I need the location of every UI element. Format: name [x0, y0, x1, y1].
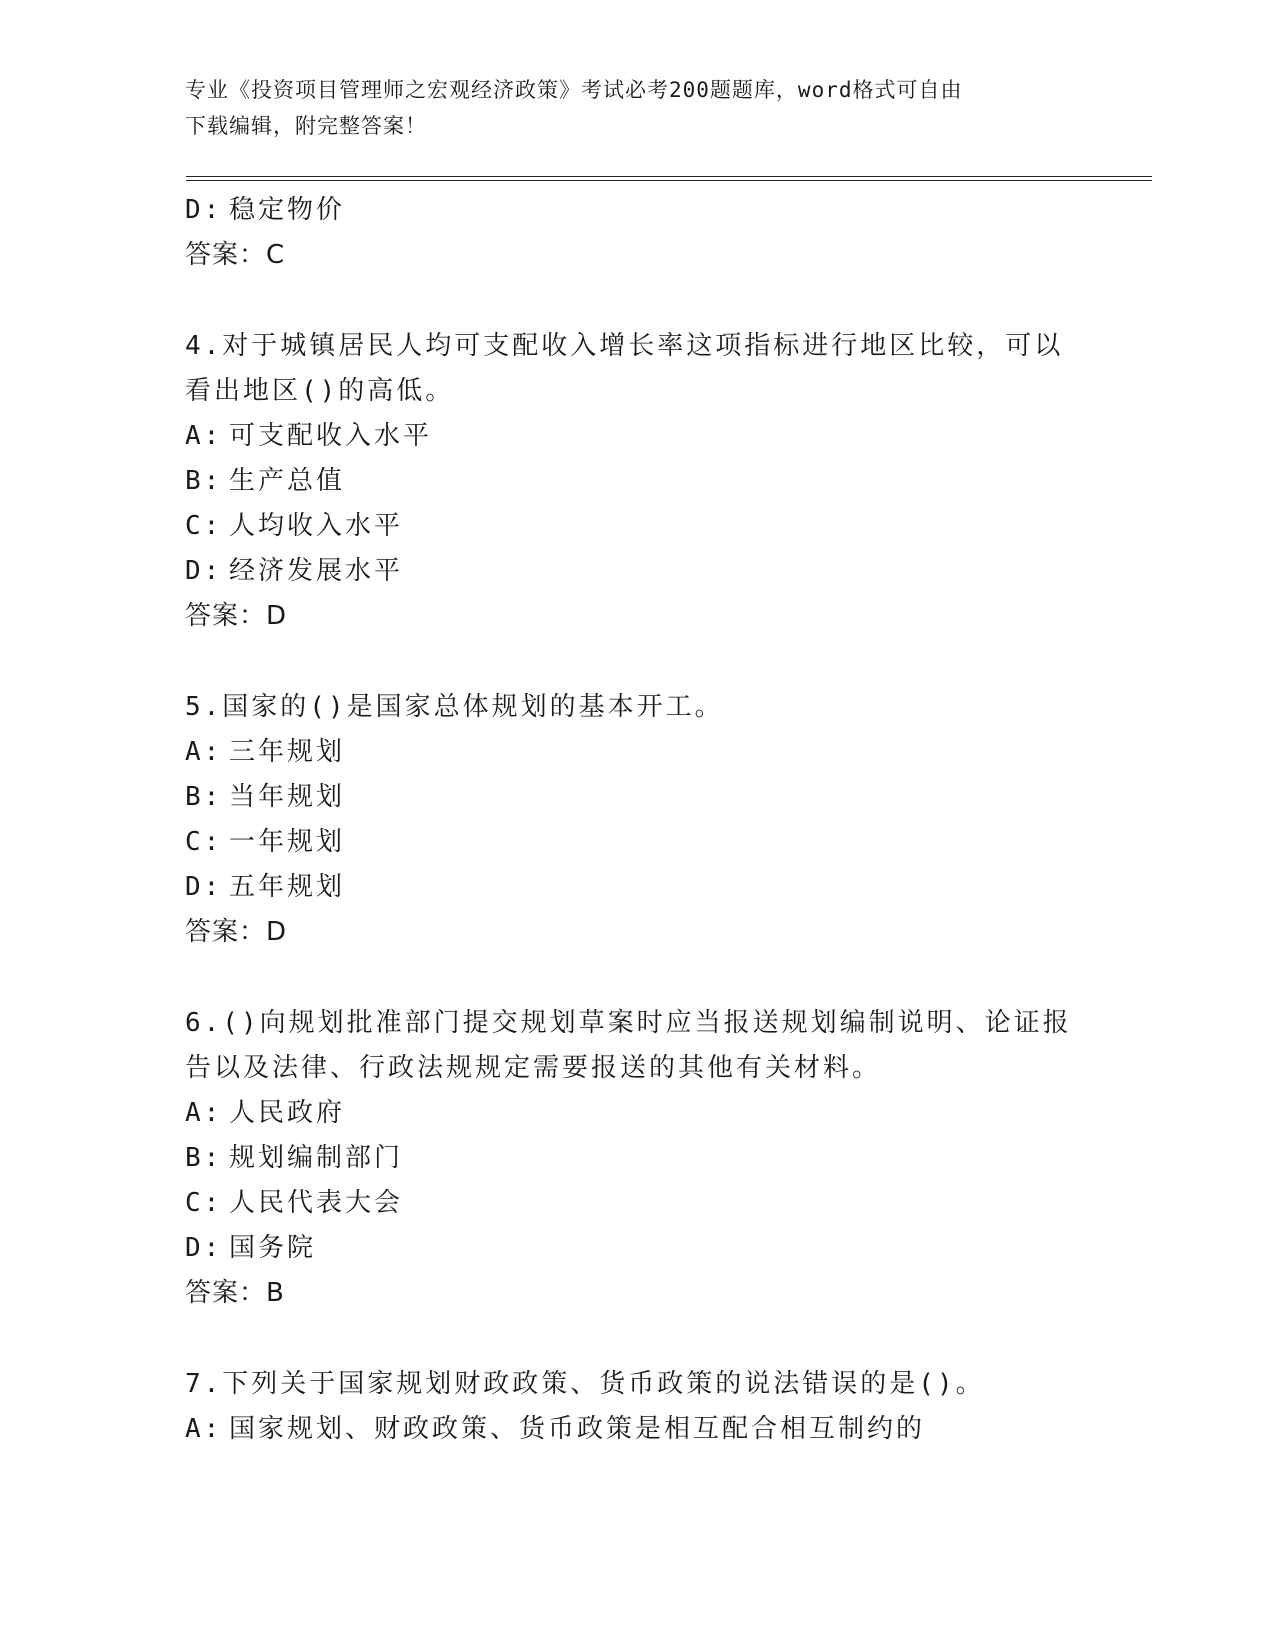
- option-d: D: 国务院: [185, 1233, 317, 1263]
- option-a: A: 三年规划: [185, 737, 346, 767]
- answer: 答案：C: [185, 240, 286, 270]
- option-b: B: 规划编制部门: [185, 1143, 404, 1173]
- question-list: [185, 188, 1072, 1452]
- option-c: C: 人均收入水平: [185, 511, 404, 541]
- option-c: C: 人民代表大会: [185, 1188, 404, 1218]
- option-a: A: 人民政府: [185, 1098, 346, 1128]
- header-divider-top: [186, 176, 1152, 177]
- question-4: [185, 324, 1065, 639]
- answer: 答案：D: [185, 601, 288, 631]
- question-stem-cont: 告以及法律、行政法规规定需要报送的其他有关材料。: [185, 1053, 882, 1083]
- header-line-1: 专业《投资项目管理师之宏观经济政策》考试必考200题题库，word格式可自由: [185, 78, 963, 102]
- question-stem: 4.对于城镇居民人均可支配收入增长率这项指标进行地区比较，可以: [185, 331, 1064, 361]
- document-header: [185, 72, 1065, 144]
- header-line-2: 下载编辑，附完整答案！: [185, 114, 427, 138]
- header-divider-bottom: [186, 180, 1152, 181]
- question-stem: 7.下列关于国家规划财政政策、货币政策的说法错误的是()。: [185, 1369, 985, 1399]
- option-c: C: 一年规划: [185, 827, 346, 857]
- option-a: A: 可支配收入水平: [185, 421, 433, 451]
- question-7: [185, 1362, 1065, 1452]
- option-d: D: 五年规划: [185, 872, 346, 902]
- option-d: D: 经济发展水平: [185, 556, 404, 586]
- answer: 答案：D: [185, 917, 288, 947]
- question-stem: 5.国家的()是国家总体规划的基本开工。: [185, 692, 724, 722]
- question-stem: 6.()向规划批准部门提交规划草案时应当报送规划编制说明、论证报: [185, 1008, 1072, 1038]
- answer: 答案：B: [185, 1278, 285, 1308]
- question-6: [185, 1001, 1072, 1316]
- question-5: [185, 685, 1065, 955]
- option-b: B: 生产总值: [185, 466, 346, 496]
- question-stem-cont: 看出地区()的高低。: [185, 376, 455, 406]
- option-b: B: 当年规划: [185, 782, 346, 812]
- option-a: A: 国家规划、财政政策、货币政策是相互配合相互制约的: [185, 1414, 926, 1444]
- option-d: D: 稳定物价: [185, 195, 346, 225]
